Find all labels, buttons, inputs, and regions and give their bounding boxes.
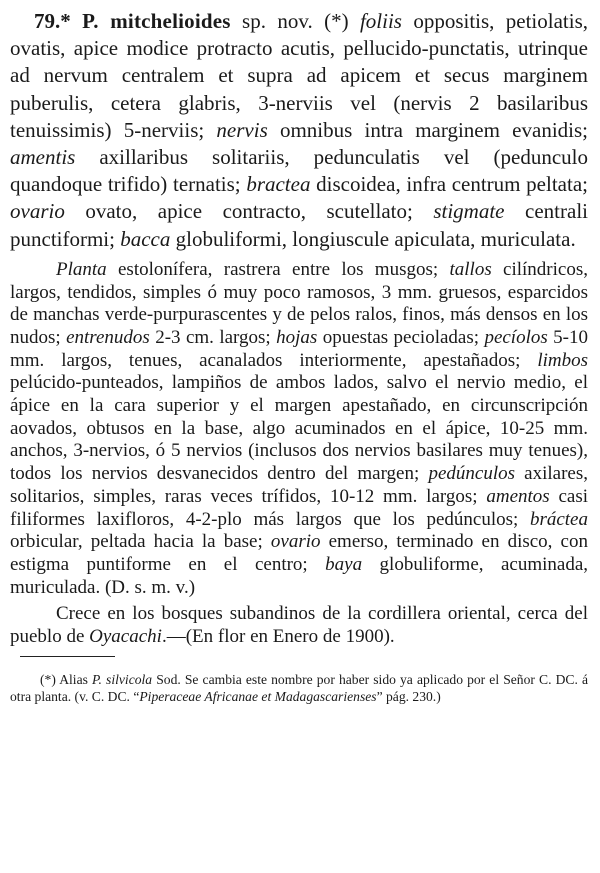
desc-text: globuliforme, acuminada, muriculada. (D. s. m. v.) — [10, 553, 588, 598]
entry-italic-term: nervis — [216, 117, 268, 142]
entry-text: centrali punctiformi; — [10, 199, 588, 251]
entry-number: 79.* — [34, 9, 71, 33]
entry-italic-term: bractea — [246, 172, 311, 197]
desc-italic-term: baya — [325, 553, 363, 575]
entry-italic-term: ovario — [10, 199, 65, 224]
habitat-text: .—(En flor en Enero de 1900). — [161, 626, 395, 648]
entry-text: ovato, apice contracto, scutellato; — [64, 199, 434, 224]
entry-italic-term: stigmate — [433, 199, 505, 224]
desc-text: 2-3 cm. largos; — [149, 326, 277, 348]
desc-text: axilares, solitarios, simples, raras veces trífidos, 10-12 mm. largos; — [10, 463, 588, 507]
habitat-paragraph — [10, 603, 588, 648]
entry-text: oppositis, petiolatis, ovatis, apice modice protracto acutis, pellucido-punctatis, utrinque ad nervum centralem et supra ad apicem et secus marginem puberulis, cetera glabris, 3-nerviis vel (nervis 2 basilaribus tenuissimis) 5-nerviis; — [10, 9, 589, 142]
entry-text: omnibus intra marginem evanidis; — [267, 117, 588, 142]
desc-text: opuestas pecioladas; — [317, 326, 485, 348]
desc-text: casi filiformes laxifloros, 4-2-plo más largos que los pedúnculos; — [10, 485, 589, 530]
desc-italic-term: Planta — [56, 258, 107, 280]
desc-italic-term: limbos — [537, 349, 588, 371]
entry-italic-term: foliis — [359, 9, 402, 33]
desc-italic-term: tallos — [449, 258, 492, 280]
desc-italic-term: ovario — [270, 531, 321, 553]
desc-italic-term: pedúnculos — [428, 463, 515, 485]
footnote-divider — [20, 656, 115, 657]
desc-text: estolonífera, rastrera entre los musgos; — [106, 258, 450, 280]
desc-text: orbicular, peltada hacia la base; — [10, 531, 271, 553]
desc-text: 5-10 mm. largos, tenues, acanalados interiormente, apestañados; — [10, 326, 588, 371]
desc-italic-term: pecíolos — [484, 326, 548, 348]
entry-text: axillaribus solitariis, pedunculatis vel (pedunculo quandoque trifido) ternatis; — [10, 145, 588, 197]
habitat-locality: Oyacachi — [89, 626, 162, 648]
desc-italic-term: amentos — [486, 485, 550, 507]
desc-text: cilíndricos, largos, tendidos, simples ó muy poco ramosos, 3 mm. gruesos, esparcidos de manchas verde-purpurascentes y de pelos ralos, finos, más densos en los nudos; — [10, 258, 588, 348]
entry-text: sp. nov. (*) — [230, 9, 360, 33]
footnote-text: (*) Alias — [40, 671, 92, 687]
entry-text: discoidea, infra centrum peltata; — [310, 172, 588, 197]
species-name: P. mitchelioides — [82, 9, 231, 33]
entry-italic-term: amentis — [10, 145, 76, 170]
footnote-italic: Piperaceae Africanae et Madagascarienses — [139, 688, 377, 704]
desc-italic-term: hojas — [276, 326, 318, 348]
footnote-text: ” pág. 230.) — [376, 688, 441, 704]
desc-italic-term: entrenudos — [66, 326, 150, 348]
footnote — [10, 671, 588, 705]
footnote-italic: P. silvicola — [92, 671, 153, 687]
entry-italic-term: bacca — [120, 226, 171, 251]
desc-text: emerso, terminado en disco, con estigma puntiforme en el centro; — [10, 531, 588, 575]
entry-text: globuliformi, longiuscule apiculata, muriculata. — [170, 226, 576, 251]
desc-text: pelúcido-punteados, lampiños de ambos lados, salvo el nervio medio, el ápice en la cara superior y el margen apestañado, en circunscripción aovados, obtusos en la base, algo acuminados en el ápice, 10-25 mm. anchos, 3-nervios, ó 5 nervios (inclusos dos nervios basilares muy tenues), todos los nervios desvanecidos dentro del margen; — [10, 372, 588, 485]
habitat-text: Crece en los bosques subandinos de la cordillera oriental, cerca del pueblo de — [10, 603, 588, 648]
footnote-text: Sod. Se cambia este nombre por haber sido ya aplicado por el Señor C. DC. á otra planta. (v. C. DC. “ — [10, 671, 589, 704]
desc-italic-term: bráctea — [529, 508, 588, 530]
species-entry-latin-diagnosis — [10, 8, 588, 253]
spanish-description — [10, 259, 588, 600]
